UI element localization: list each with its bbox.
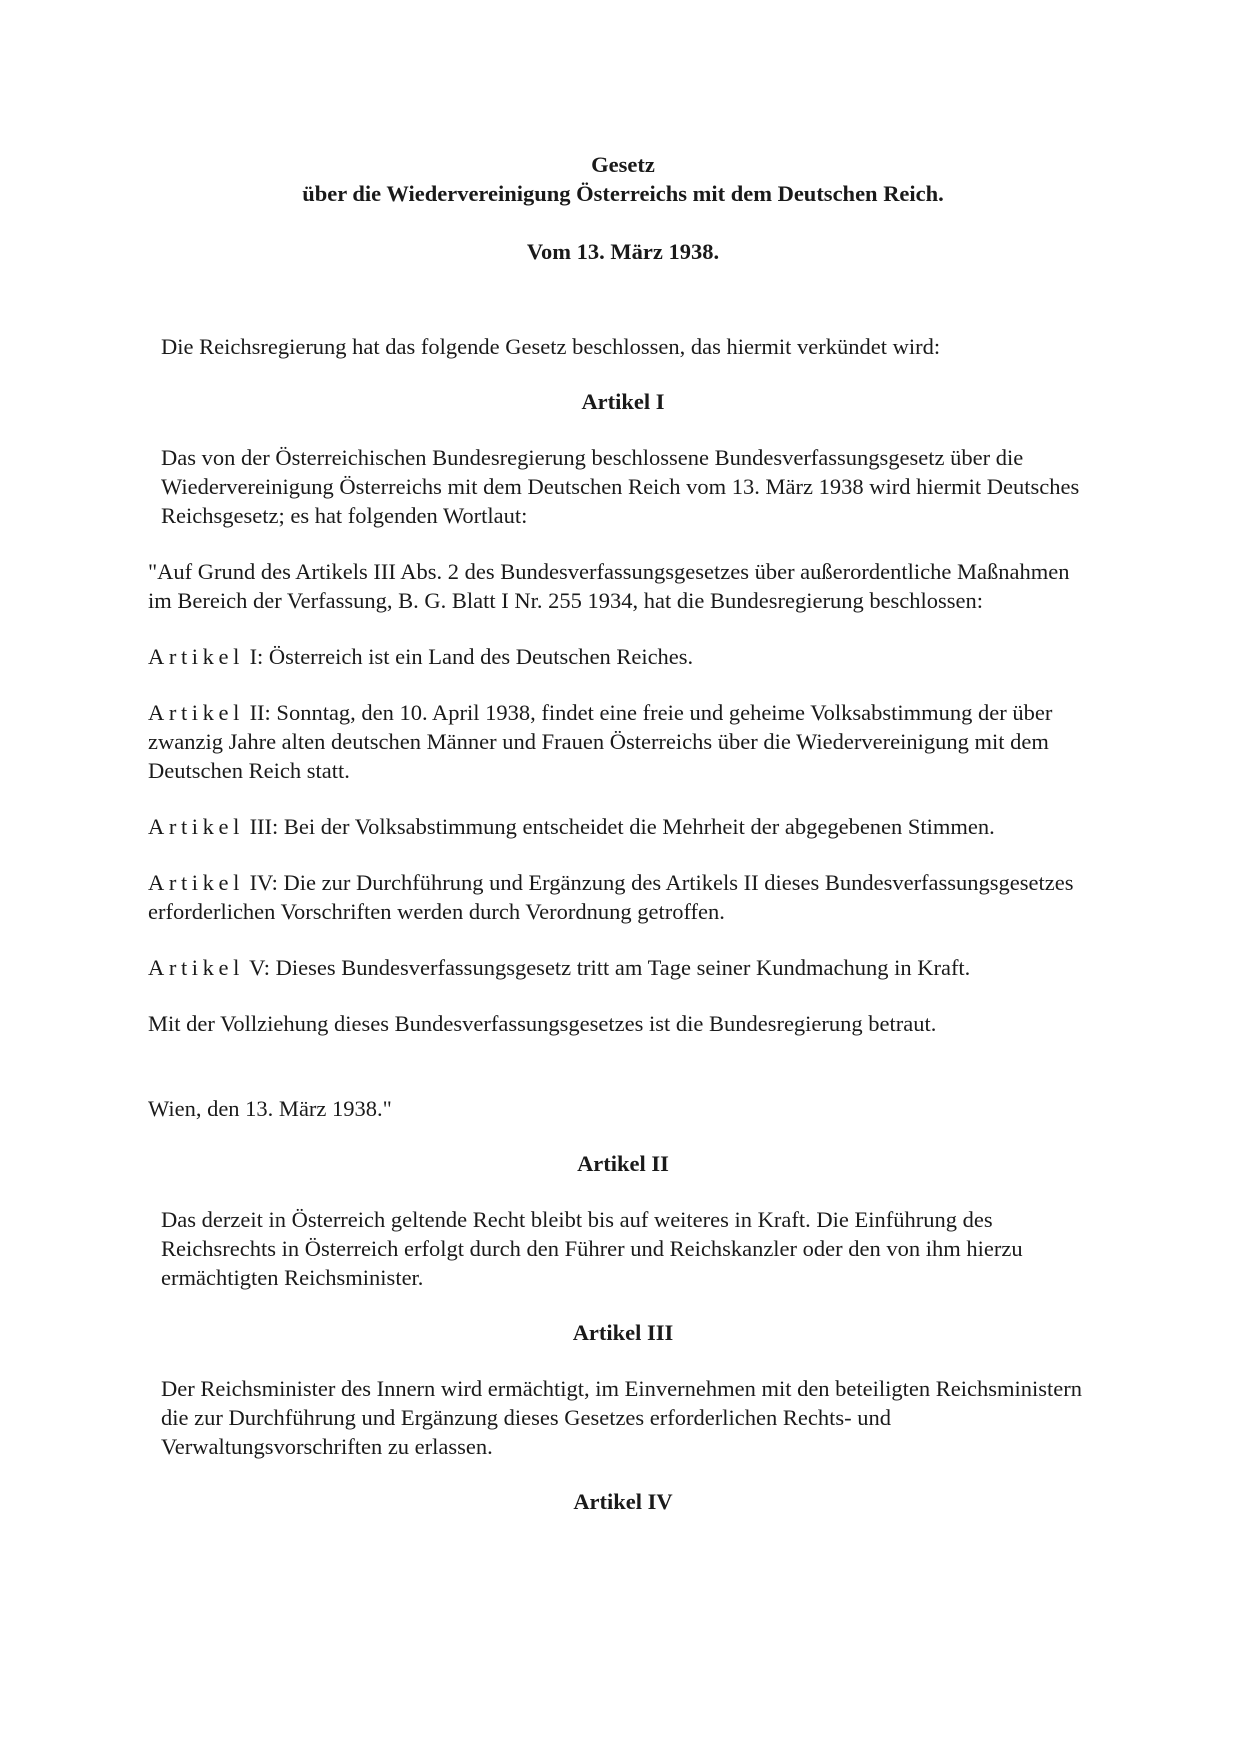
quoted-article-label: Artikel: [148, 955, 244, 980]
quoted-article-4: [148, 868, 1098, 926]
article-2-heading: Artikel II: [577, 1151, 669, 1176]
title-line-2: über die Wiedervereinigung Österreichs mit dem Deutschen Reich.: [302, 181, 944, 206]
article-2-text: Das derzeit in Österreich geltende Recht bleibt bis auf weiteres in Kraft. Die Einführung des Reichsrechts in Österreich erfolgt durch den Führer und Reichskanzler oder den von ihm hierzu ermächtigten Reichsminister.: [161, 1207, 1023, 1290]
quoted-article-text: II: Sonntag, den 10. April 1938, findet eine freie und geheime Volksabstimmung der über zwanzig Jahre alten deutschen Männer und Frauen Österreichs über die Wiedervereinigung mit dem Deutschen Reich statt.: [148, 700, 1053, 783]
quote-execution: Mit der Vollziehung dieses Bundesverfassungsgesetzes ist die Bundesregierung betraut.: [148, 1011, 937, 1036]
article-1-heading: Artikel I: [581, 389, 665, 414]
article-1-text: Das von der Österreichischen Bundesregierung beschlossene Bundesverfassungsgesetz über die Wiedervereinigung Österreichs mit dem Deutschen Reich vom 13. März 1938 wird hiermit Deutsches Reichsgesetz; es hat folgenden Wortlaut:: [161, 445, 1080, 528]
article-3-heading: Artikel III: [572, 1320, 674, 1345]
quoted-article-label: Artikel: [148, 700, 244, 725]
intro-paragraph: Die Reichsregierung hat das folgende Gesetz beschlossen, das hiermit verkündet wird:: [161, 334, 941, 359]
quoted-article-text: I: Österreich ist ein Land des Deutschen Reiches.: [243, 644, 694, 669]
quoted-article-1: [148, 642, 1098, 671]
title-line-1: Gesetz: [591, 152, 655, 177]
document-page: [148, 150, 1098, 1516]
article-3-text: Der Reichsminister des Innern wird ermächtigt, im Einvernehmen mit den beteiligten Reichsministern die zur Durchführung und Ergänzung dieses Gesetzes erforderlichen Rechts- und Verwaltungsvorschriften zu erlassen.: [161, 1376, 1083, 1459]
quoted-article-text: III: Bei der Volksabstimmung entscheidet die Mehrheit der abgegebenen Stimmen.: [243, 814, 995, 839]
quoted-article-text: IV: Die zur Durchführung und Ergänzung des Artikels II dieses Bundesverfassungsgesetzes erforderlichen Vorschriften werden durch Verordnung getroffen.: [148, 870, 1074, 924]
quoted-article-text: V: Dieses Bundesverfassungsgesetz tritt am Tage seiner Kundmachung in Kraft.: [243, 955, 971, 980]
quoted-article-2: [148, 698, 1098, 785]
quoted-article-5: [148, 953, 1098, 982]
document-date: Vom 13. März 1938.: [526, 239, 720, 264]
quoted-article-label: Artikel: [148, 644, 244, 669]
quote-preamble: "Auf Grund des Artikels III Abs. 2 des Bundesverfassungsgesetzes über außerordentliche Maßnahmen im Bereich der Verfassung, B. G. Blatt I Nr. 255 1934, hat die Bundesregierung beschlossen:: [148, 559, 1070, 613]
quoted-article-label: Artikel: [148, 814, 244, 839]
quote-place-date: Wien, den 13. März 1938.": [148, 1096, 392, 1121]
document-title: [148, 150, 1098, 208]
quoted-article-label: Artikel: [148, 870, 244, 895]
article-4-heading: Artikel IV: [573, 1489, 673, 1514]
quoted-article-3: [148, 812, 1098, 841]
